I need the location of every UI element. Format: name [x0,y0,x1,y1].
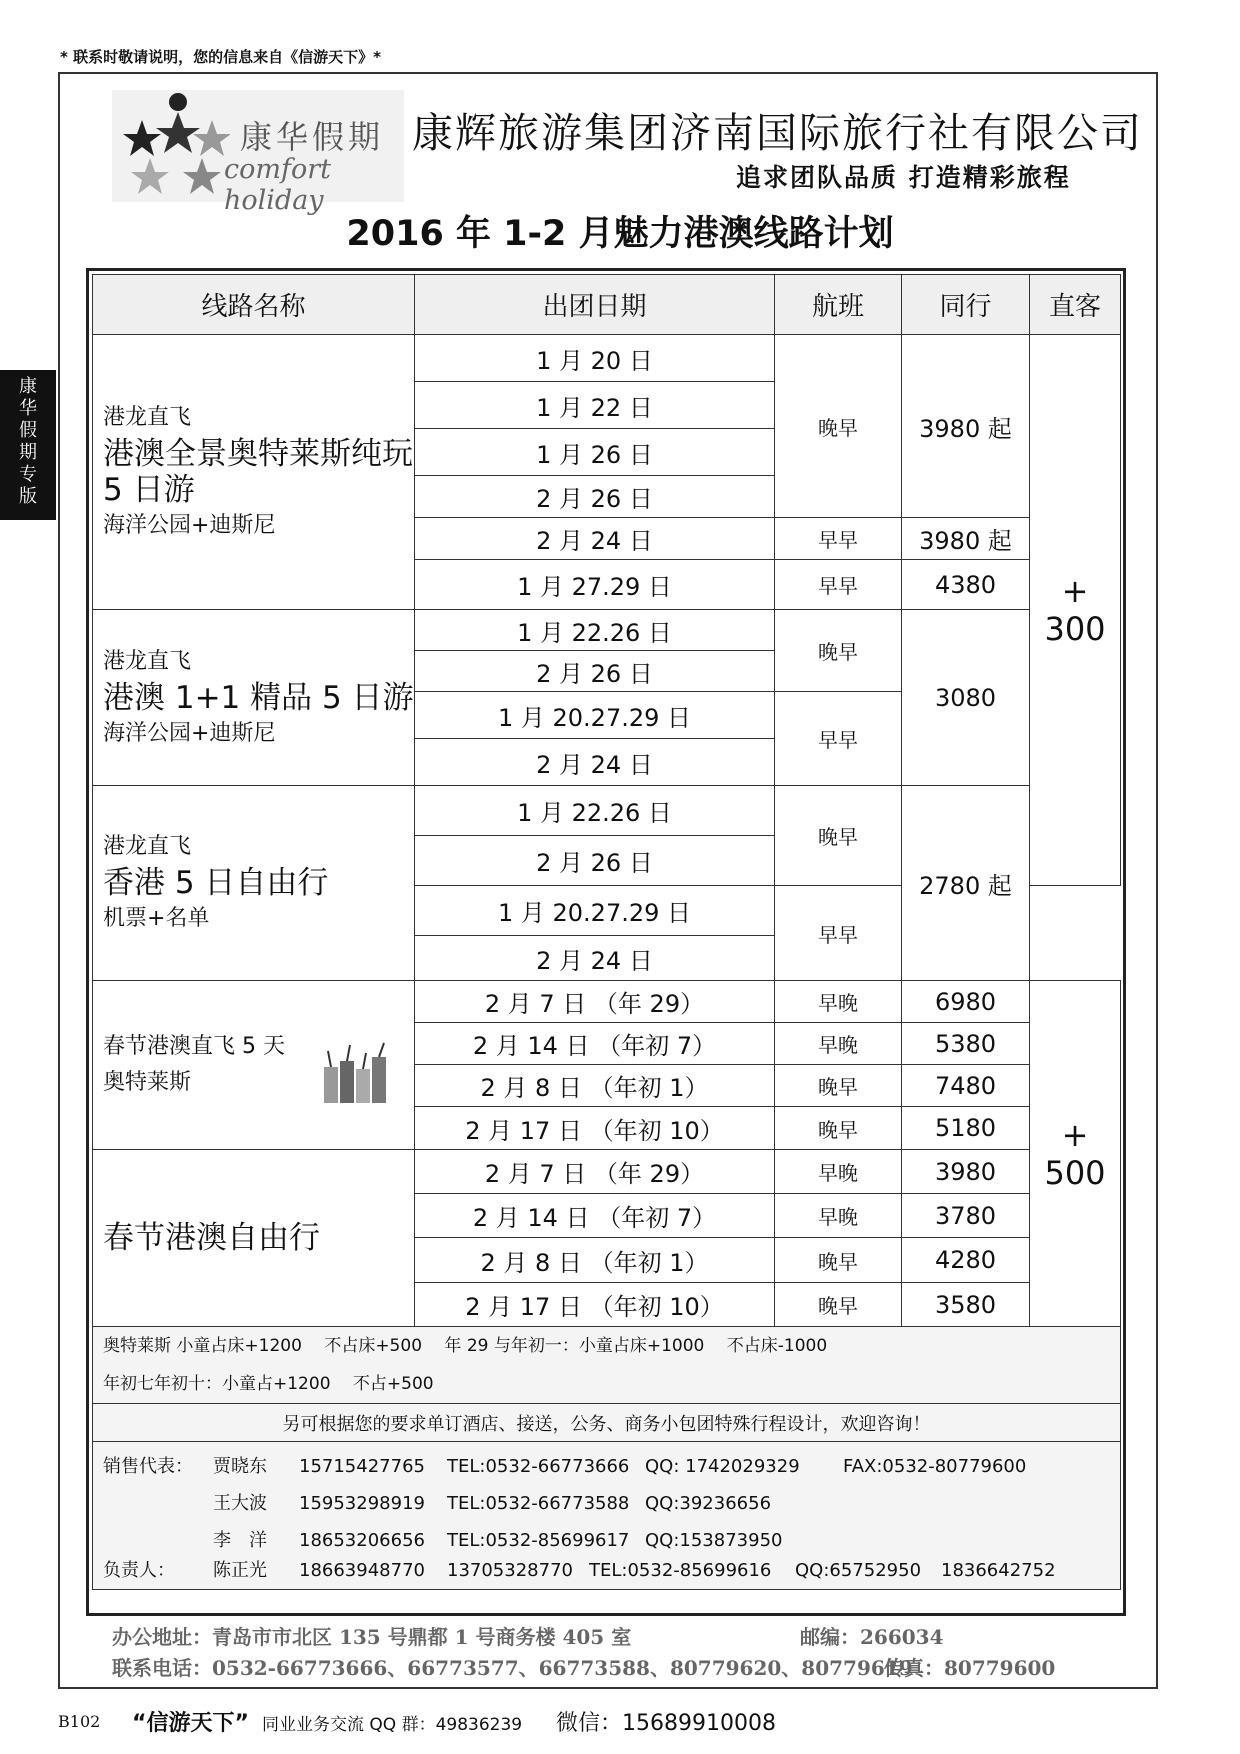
peer-price-cell: 3780 [902,1194,1030,1238]
date-cell: 2 月 7 日 （年 29） [415,1150,775,1194]
peer-price-cell: 5180 [902,1107,1030,1150]
flight-cell: 早晚 [775,981,902,1023]
brand-name: “信游天下” [132,1711,249,1736]
custom-service-note: 另可根据您的要求单订酒店、接送，公务、商务小包团特殊行程设计，欢迎咨询！ [93,1404,1121,1442]
side-tab-char: 期 [19,442,37,463]
brand-logo [112,90,404,216]
flight-cell: 早早 [775,560,902,610]
date-cell: 1 月 20 日 [415,335,775,382]
table-row [93,610,1121,651]
flight-cell: 晚早 [775,786,902,886]
date-cell: 2 月 14 日 （年初 7） [415,1023,775,1065]
flight-cell: 早晚 [775,1194,902,1238]
table-header-row [93,275,1121,335]
contact-mobile: 18653206656 [299,1530,425,1551]
route-sub: 海洋公园+迪斯尼 [103,720,276,746]
peer-price-cell: 5380 [902,1023,1030,1065]
header-date: 出团日期 [415,275,775,335]
date-cell: 2 月 26 日 [415,476,775,518]
date-cell: 1 月 20.27.29 日 [415,692,775,739]
flight-cell: 早早 [775,692,902,786]
date-cell: 2 月 26 日 [415,651,775,692]
date-cell: 2 月 26 日 [415,836,775,886]
date-cell: 2 月 17 日 （年初 10） [415,1107,775,1150]
flight-cell: 早早 [775,886,902,981]
peer-price-cell: 3980 起 [902,518,1030,560]
route-name-cell [93,786,415,981]
contact-mobile-2: 13705328770 [447,1560,573,1581]
route-title: 春节港澳直飞 5 天 [103,1034,285,1059]
table-row [93,786,1121,836]
peer-price-cell: 3980 起 [902,335,1030,518]
notes-row [93,1327,1121,1404]
date-cell: 2 月 24 日 [415,936,775,981]
route-name-cell [93,610,415,786]
contact-qq: QQ: 1742029329 [645,1456,800,1477]
peer-price-cell: 3080 [902,610,1030,786]
direct-price-cell [1030,981,1121,1327]
date-cell: 2 月 7 日 （年 29） [415,981,775,1023]
peer-price-cell: 3580 [902,1283,1030,1327]
contact-qq: QQ:153873950 [645,1530,783,1551]
peer-price-cell: 3980 [902,1150,1030,1194]
route-name-cell [93,335,415,610]
route-name-cell [93,1150,415,1327]
contact-mobile: 18663948770 [299,1560,425,1581]
date-cell: 1 月 22.26 日 [415,610,775,651]
route-sub: 奥特莱斯 [103,1070,192,1095]
office-address: 办公地址：青岛市市北区 135 号鼎都 1 号商务楼 405 室 [112,1625,632,1649]
contact-qq: QQ:65752950 [795,1560,922,1581]
contact-tel: TEL:0532-66773588 [447,1493,630,1514]
flight-cell: 早晚 [775,1150,902,1194]
contact-tel: TEL:0532-66773666 [447,1456,630,1477]
company-name: 康辉旅游集团济南国际旅行社有限公司 [412,109,1143,157]
peer-price-cell: 2780 起 [902,786,1030,981]
contact-extra: 1836642752 [941,1560,1056,1581]
date-cell: 2 月 17 日 （年初 10） [415,1283,775,1327]
contact-row [103,1559,1110,1583]
date-cell: 1 月 20.27.29 日 [415,886,775,936]
side-tab-char: 假 [19,420,37,441]
logo-cn-text: 康华假期 [240,118,385,156]
direct-plus: + [1061,572,1089,610]
route-table-wrapper [86,268,1126,1616]
route-name-cell [93,981,415,1150]
zip-code: 邮编：266034 [800,1625,944,1649]
peer-price-cell: 4380 [902,560,1030,610]
contact-name: 陈正光 [213,1560,267,1581]
flight-cell: 早早 [775,518,902,560]
contact-row [103,1522,1110,1559]
surcharge-notes [93,1327,1121,1404]
flight-cell: 晚早 [775,1283,902,1327]
direct-value: 300 [1044,610,1106,648]
contact-name: 李 洋 [213,1530,267,1551]
date-cell: 1 月 22 日 [415,382,775,429]
table-row [93,335,1121,382]
page-number: B102 [58,1712,101,1731]
logo-en-text: comfort holiday [224,154,331,216]
route-title: 港澳全景奥特莱斯纯玩 5 日游 [103,436,413,508]
contact-qq: QQ:39236656 [645,1493,772,1514]
flight-cell: 晚早 [775,1238,902,1283]
route-title: 香港 5 日自由行 [103,865,329,901]
peer-price-cell: 6980 [902,981,1030,1023]
date-cell: 1 月 22.26 日 [415,786,775,836]
table-row [93,1150,1121,1194]
route-title: 春节港澳自由行 [103,1220,320,1256]
route-sub: 海洋公园+迪斯尼 [103,513,276,538]
contact-row [103,1448,1110,1485]
peer-price-cell: 7480 [902,1065,1030,1107]
flight-cell: 晚早 [775,1107,902,1150]
contact-fax: FAX:0532-80779600 [843,1456,1027,1477]
header-direct-price: 直客 [1030,275,1121,335]
flight-cell: 晚早 [775,335,902,518]
header-peer-price: 同行 [902,275,1030,335]
contact-tel: TEL:0532-85699617 [447,1530,630,1551]
route-title: 港澳 1+1 精品 5 日游 [103,679,414,716]
side-tab-char: 华 [19,398,37,419]
date-cell: 1 月 27.29 日 [415,560,775,610]
side-tab-char: 专 [19,464,37,485]
header-flight: 航班 [775,275,902,335]
route-sub: 机票+名单 [103,906,210,931]
date-cell: 2 月 24 日 [415,518,775,560]
date-cell: 2 月 8 日 （年初 1） [415,1238,775,1283]
notes-row [93,1404,1121,1442]
sales-label: 销售代表： [103,1456,193,1477]
side-tab [0,370,56,520]
contact-mobile: 15953298919 [299,1493,425,1514]
fax-number: 传真：80779600 [884,1656,1056,1680]
flight-cell: 晚早 [775,610,902,692]
note-line: 年初七年初十：小童占+1200 不占+500 [103,1374,434,1394]
stars-logo-icon [120,90,230,202]
route-tag: 港龙直飞 [103,648,192,674]
date-cell: 1 月 26 日 [415,429,775,476]
date-cell: 2 月 14 日 （年初 7） [415,1194,775,1238]
contact-row [103,1485,1110,1522]
direct-price-cell [1030,335,1121,886]
peer-price-cell: 4280 [902,1238,1030,1283]
note-line: 奥特莱斯 小童占床+1200 不占床+500 年 29 与年初一：小童占床+1000 不占床-1000 [103,1336,828,1356]
contact-tel: TEL:0532-85699616 [589,1560,772,1581]
date-cell: 2 月 24 日 [415,739,775,786]
direct-plus: + [1061,1115,1089,1154]
page-title: 2016 年 1-2 月魅力港澳线路计划 [346,214,894,254]
contact-phones: 联系电话：0532-66773666、66773577、66773588、80779620、80779619 [112,1656,913,1680]
side-tab-char: 版 [19,486,37,507]
route-tag: 港龙直飞 [103,834,192,859]
side-tab-char: 康 [19,376,37,397]
contacts-cell [93,1442,1121,1590]
manager-label: 负责人： [103,1560,175,1581]
flight-cell: 晚早 [775,1065,902,1107]
table-row [93,981,1121,1023]
date-cell: 2 月 8 日 （年初 1） [415,1065,775,1107]
qq-group: 同业业务交流 QQ 群：49836239 [262,1715,523,1735]
direct-value: 500 [1044,1153,1106,1192]
firecracker-icon [318,1041,394,1107]
flight-cell: 早晚 [775,1023,902,1065]
contact-name: 王大波 [213,1493,267,1514]
header-route: 线路名称 [93,275,415,335]
route-tag: 港龙直飞 [103,405,192,430]
contacts-row [93,1442,1121,1590]
contact-name: 贾晓东 [213,1456,267,1477]
contact-mobile: 15715427765 [299,1456,425,1477]
top-note: * 联系时敬请说明，您的信息来自《信游天下》* [60,48,381,66]
slogan: 追求团队品质 打造精彩旅程 [736,163,1071,192]
wechat: 微信：15689910008 [556,1711,776,1736]
route-table [92,274,1121,1590]
